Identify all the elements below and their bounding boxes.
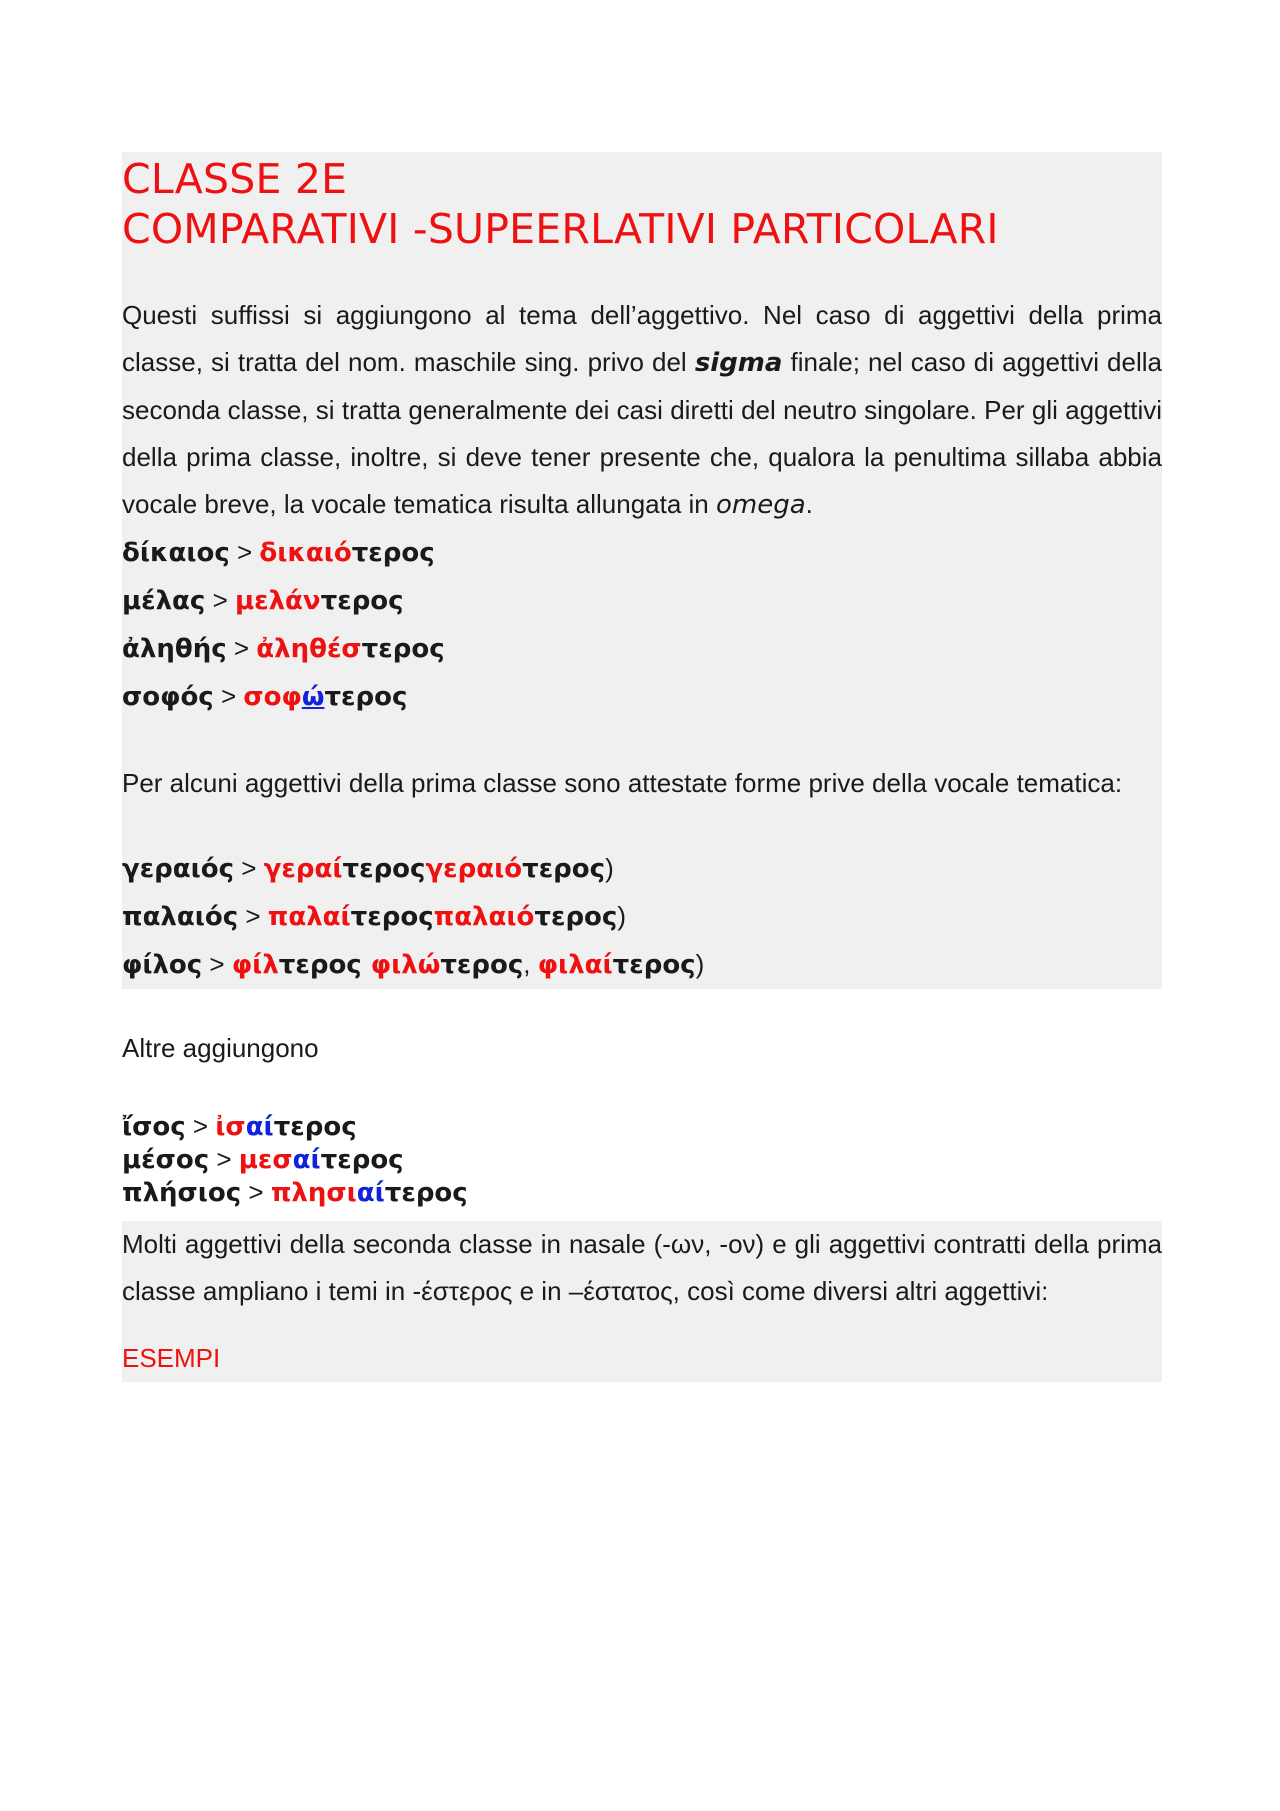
example-row: [122, 529, 1162, 577]
example-base: πλήσιος: [122, 1178, 242, 1208]
example-stem: μελάν: [234, 586, 321, 616]
example-row: [122, 893, 1162, 941]
example-stem: παλαιό: [433, 902, 535, 932]
title-line-2: COMPARATIVI -SUPEERLATIVI PARTICOLARI: [122, 205, 999, 253]
example-stem: γεραιό: [425, 854, 523, 884]
document-page: [122, 152, 1162, 1382]
example-paren: ): [617, 901, 626, 931]
example-arrow: >: [238, 901, 268, 931]
example-row: [122, 625, 1162, 673]
example-stem: παλαί: [267, 902, 351, 932]
example-ending: τερος: [361, 634, 445, 664]
example-stem: δικαιό: [259, 538, 352, 568]
example-ending: τερος: [522, 854, 606, 884]
paragraph-4: Molti aggettivi della seconda classe in nasale (-ων, -ον) e gli aggettivi contratti della prima classe ampliano i temi in -έστερος e in –έστατος, così come diversi altri aggettivi:: [122, 1229, 1162, 1306]
sigma-term: sigma: [694, 348, 783, 378]
example-stem: ἀληθέσ: [256, 634, 362, 664]
example-row: [122, 673, 1162, 721]
paragraph-2: Per alcuni aggettivi della prima classe sono attestate forme prive della vocale tematica:: [122, 768, 1123, 798]
example-stem: φιλώ: [370, 950, 441, 980]
example-base: παλαιός: [122, 902, 239, 932]
example-paren: ): [695, 949, 705, 979]
example-stem: σοφ: [243, 682, 302, 712]
example-ending: τερος: [612, 950, 696, 980]
example-base: μέσος: [122, 1145, 210, 1175]
example-ending: τερος: [351, 538, 435, 568]
example-arrow: >: [229, 537, 260, 567]
example-ending: τερος: [350, 902, 434, 932]
example-base: δίκαιος: [122, 538, 230, 568]
example-base: γεραιός: [122, 854, 235, 884]
example-long-vowel: ώ: [301, 682, 325, 712]
shaded-section-1: [122, 152, 1162, 989]
example-insert: αί: [245, 1112, 274, 1142]
example-paren: ): [605, 853, 614, 883]
example-row: [122, 577, 1162, 625]
esempi-heading: ESEMPI: [122, 1343, 221, 1373]
example-base: φίλος: [122, 950, 203, 980]
example-base: ἴσος: [122, 1112, 186, 1142]
title-block: [122, 152, 1162, 292]
example-insert: αί: [292, 1145, 321, 1175]
intro-text-3: .: [805, 489, 813, 519]
omega-term: omega: [716, 490, 806, 520]
example-row: [122, 1176, 1162, 1209]
example-stem: γεραί: [263, 854, 343, 884]
example-ending: τερος: [440, 950, 524, 980]
example-arrow: >: [202, 949, 232, 979]
intro-text-1: Questi suffissi si aggiungono al tema dell’aggettivo. Nel caso di aggettivi della prima classe, si tratta del nom. maschile sing. privo del: [122, 300, 1162, 377]
example-ending: τερος: [384, 1178, 468, 1208]
title-line-1: CLASSE 2E: [122, 155, 348, 203]
example-arrow: >: [241, 1177, 271, 1207]
example-row: [122, 941, 1162, 989]
example-row: [122, 1110, 1162, 1143]
example-insert: αί: [356, 1178, 385, 1208]
example-arrow: >: [226, 633, 257, 663]
example-ending: τερος: [342, 854, 426, 884]
example-stem: φίλ: [231, 950, 279, 980]
example-base: σοφός: [122, 682, 214, 712]
example-ending: τερος: [320, 1145, 404, 1175]
example-stem: ἰσ: [215, 1112, 246, 1142]
paragraph-3: Altre aggiungono: [122, 1033, 319, 1063]
example-ending: τερος: [320, 586, 404, 616]
example-arrow: >: [213, 681, 244, 711]
example-row: [122, 1143, 1162, 1176]
example-stem: φιλαί: [537, 950, 613, 980]
shaded-section-2: [122, 1221, 1162, 1382]
example-stem: πλησι: [270, 1178, 357, 1208]
example-ending: τερος: [278, 950, 371, 980]
example-arrow: >: [234, 853, 264, 883]
example-ending: τερος: [534, 902, 618, 932]
example-ending: τερος: [273, 1112, 357, 1142]
example-ending: τερος: [324, 682, 408, 712]
unshaded-section: [122, 989, 1162, 1209]
example-stem: μεσ: [238, 1145, 293, 1175]
intro-text-2: finale; nel caso di aggettivi della seconda classe, si tratta generalmente dei casi diretti del neutro singolare. Per gli aggettivi della prima classe, inoltre, si deve tener presente che, qualora la penultima sillaba abbia vocale breve, la vocale tematica risulta allungata in: [122, 347, 1162, 519]
example-arrow: >: [205, 585, 235, 615]
example-comma: ,: [523, 949, 538, 979]
example-base: μέλας: [122, 586, 206, 616]
example-arrow: >: [185, 1111, 216, 1141]
example-row: [122, 845, 1162, 893]
example-arrow: >: [209, 1144, 239, 1174]
intro-paragraph: [122, 292, 1162, 529]
example-base: ἀληθής: [122, 634, 227, 664]
